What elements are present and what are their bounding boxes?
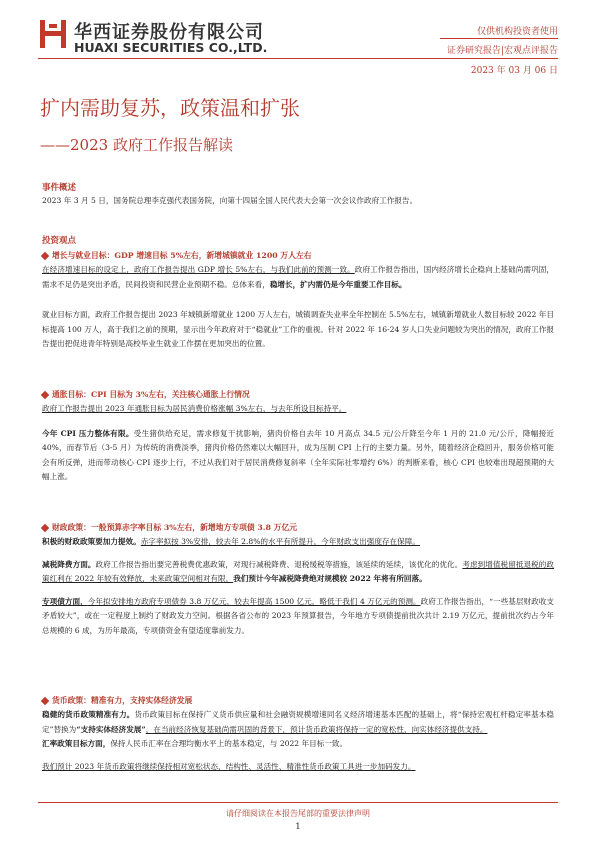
- inflation-paragraph-1: 政府工作报告提出 2023 年通胀目标为居民消费价格涨幅 3%左右，与去年所设目标持平。: [42, 404, 347, 413]
- growth-section: [42, 249, 554, 352]
- fiscal-p2-conclusion: 我们预计今年减税降费绝对规模较 2022 年将有所回落。: [233, 574, 427, 583]
- growth-paragraph-2: 就业目标方面，政府工作报告提出 2023 年城镇新增就业 1200 万人左右，城镇调查失业率全年控制在 5.5%左右，城镇新增就业人数目标较 2022 年目标提高 100 万人，高于我们之前的预期，显示出今年政府对于“稳就业”工作的重视。针对 2022 年 16-24 岁人口失业问题较为突出的情况，政府工作报告提出把促进青年特别是高校毕业生就业工作摆在更加突出的位置。: [42, 310, 554, 348]
- monetary-p1-underlined: ，在当前经济恢复基础尚需巩固的背景下，预计货币政策将保持一定的宽松性，向实体经济提供支持。: [145, 724, 488, 734]
- header-divider: [440, 38, 558, 39]
- monetary-paragraph-1: [42, 708, 554, 737]
- audience-disclaimer: 仅供机构投资者使用: [476, 27, 558, 37]
- fiscal-paragraph-2: [42, 558, 554, 587]
- growth-p1-text: 政府工作报告指出，国内经济增长企稳向上基础尚需巩固，需求不足仍是突出矛盾，民间投资和民营企业预期不稳。总体来看，: [42, 265, 554, 289]
- growth-heading: 增长与就业目标：GDP 增速目标 5%左右，新增城镇就业 1200 万人左右: [52, 251, 312, 260]
- inflation-p2-bold: 今年 CPI 压力整体有限。: [42, 428, 134, 438]
- fiscal-heading: 财政政策：一般预算赤字率目标 3%左右，新增地方专项债 3.8 万亿元: [52, 523, 298, 532]
- report-category: 证券研究报告|宏观点评报告: [446, 46, 558, 56]
- monetary-p1-text: 货币政策目标在保持广义货币供应量和社会融资规模增速同名义经济增速基本匹配的基础上，将“保持宏观杠杆稳定率基本稳定”替换为: [42, 710, 554, 734]
- bullet-diamond-icon: [41, 697, 49, 705]
- company-logo: [40, 20, 66, 48]
- fiscal-p1-bold: 积极的财政政策要加力提效。: [42, 537, 141, 546]
- fiscal-p2-text: 政府工作报告指出要完善税费优惠政策，对现行减税降费、退税缓税等措施，该延续的延续，该优化的优化。: [95, 559, 463, 569]
- monetary-p2-bold: 汇率政策目标方面，: [42, 739, 111, 748]
- bullet-diamond-icon: [41, 252, 49, 260]
- inflation-paragraph-2: [42, 427, 554, 485]
- fiscal-p3-underlined: 今年拟安排地方政府专项债券 3.8 万亿元，较去年提高 1500 亿元，略低于我们 4 万亿元的预测。: [87, 596, 421, 606]
- report-title: 扩内需助复苏，政策温和扩张: [40, 96, 300, 120]
- viewpoint-heading: 投资观点: [42, 236, 77, 246]
- inflation-heading: 通胀目标：CPI 目标为 3%左右，关注核心通胀上行情况: [52, 390, 250, 399]
- fiscal-p3-bold: 专项债方面，: [42, 596, 88, 606]
- fiscal-p2-bold: 减税降费方面。: [42, 559, 96, 569]
- fiscal-p3-text: 政府工作报告指出，“一些基层财政收支矛盾较大”，或在一定程度上制约了财政发力空间。根据各省公布的 2023 年预算报告，今年地方专项债提前批次共计 2.19 万亿元，提前批次约占今年总规模的 6 成，为历年最高，专项债资金有望适度靠前发力。: [42, 596, 555, 635]
- monetary-p1-quote: “支持实体经济发展”: [76, 724, 146, 734]
- footer-rule: [38, 802, 558, 803]
- inflation-p2-text: 受生猪供给充足，需求修复干扰影响，猪肉价格自去年 10 月高点 34.5 元/公斤降至今年 1 月的 21.0 元/公斤，降幅接近 40%，而春节后（3-5 月）为传统的消费淡季，猪肉价格仍然难以大幅回升，成为压制 CPI 上行的主要力量。另外，随着经济企稳回升，服务价格可能会有所反弹，进而带动核心 CPI 逐步上行，不过从我们对于居民消费修复斜率（全年实际社零增约 6%）的判断来看，核心 CPI 也较难出现超预期的大幅上涨。: [42, 428, 555, 481]
- growth-p1-bold: 稳增长，扩内需仍是今年重要工作目标。: [269, 279, 407, 289]
- page-number: 1: [295, 822, 301, 832]
- monetary-paragraph-2: [42, 737, 554, 752]
- fiscal-section: [42, 521, 554, 638]
- bullet-diamond-icon: [41, 524, 49, 532]
- monetary-heading: 货币政策：精准有力，支持实体经济发展: [52, 696, 193, 705]
- monetary-p1-bold: 稳健的货币政策精准有力。: [42, 710, 135, 719]
- bullet-diamond-icon: [41, 391, 49, 399]
- report-date: 2023 年 03 月 06 日: [470, 66, 558, 76]
- fiscal-p2-underlined: 考虑到增值税留抵退税的政策红利在 2022 年较有效释放，未来政策空间相对有限，: [42, 559, 555, 583]
- fiscal-p1-underlined: 赤字率拟按 3%安排，较去年 2.8%的水平有所提升，今年财政支出强度存在保障。: [140, 537, 420, 546]
- fiscal-paragraph-3: [42, 595, 554, 639]
- monetary-p2-text: 保持人民币汇率在合理均衡水平上的基本稳定，与 2022 年目标一致。: [110, 739, 348, 748]
- header-rule: [38, 58, 558, 59]
- monetary-section: [42, 694, 554, 774]
- monetary-paragraph-3: 我们预计 2023 年货币政策将继续保持相对宽松状态，结构性、灵活性、精准性货币政策工具进一步加码发力。: [42, 761, 416, 771]
- company-name-en: HUAXI SECURITIES CO.,LTD.: [74, 40, 268, 55]
- growth-p1-underlined: 在经济增速目标的设定上，政府工作报告提出 GDP 增长 5%左右，与我们此前的预测一致。: [42, 265, 355, 274]
- event-text: 2023 年 3 月 5 日，国务院总理李克强代表国务院，向第十四届全国人民代表大会第一次会议作政府工作报告。: [42, 196, 418, 205]
- event-heading: 事件概述: [42, 183, 77, 193]
- company-name-cn: 华西证券股份有限公司: [74, 22, 264, 43]
- report-subtitle: ——2023 政府工作报告解读: [40, 136, 233, 154]
- inflation-section: [42, 388, 554, 485]
- fiscal-paragraph-1: [42, 535, 554, 550]
- legal-notice: 请仔细阅读在本报告尾部的重要法律声明: [226, 809, 370, 818]
- growth-paragraph-1: [42, 263, 554, 292]
